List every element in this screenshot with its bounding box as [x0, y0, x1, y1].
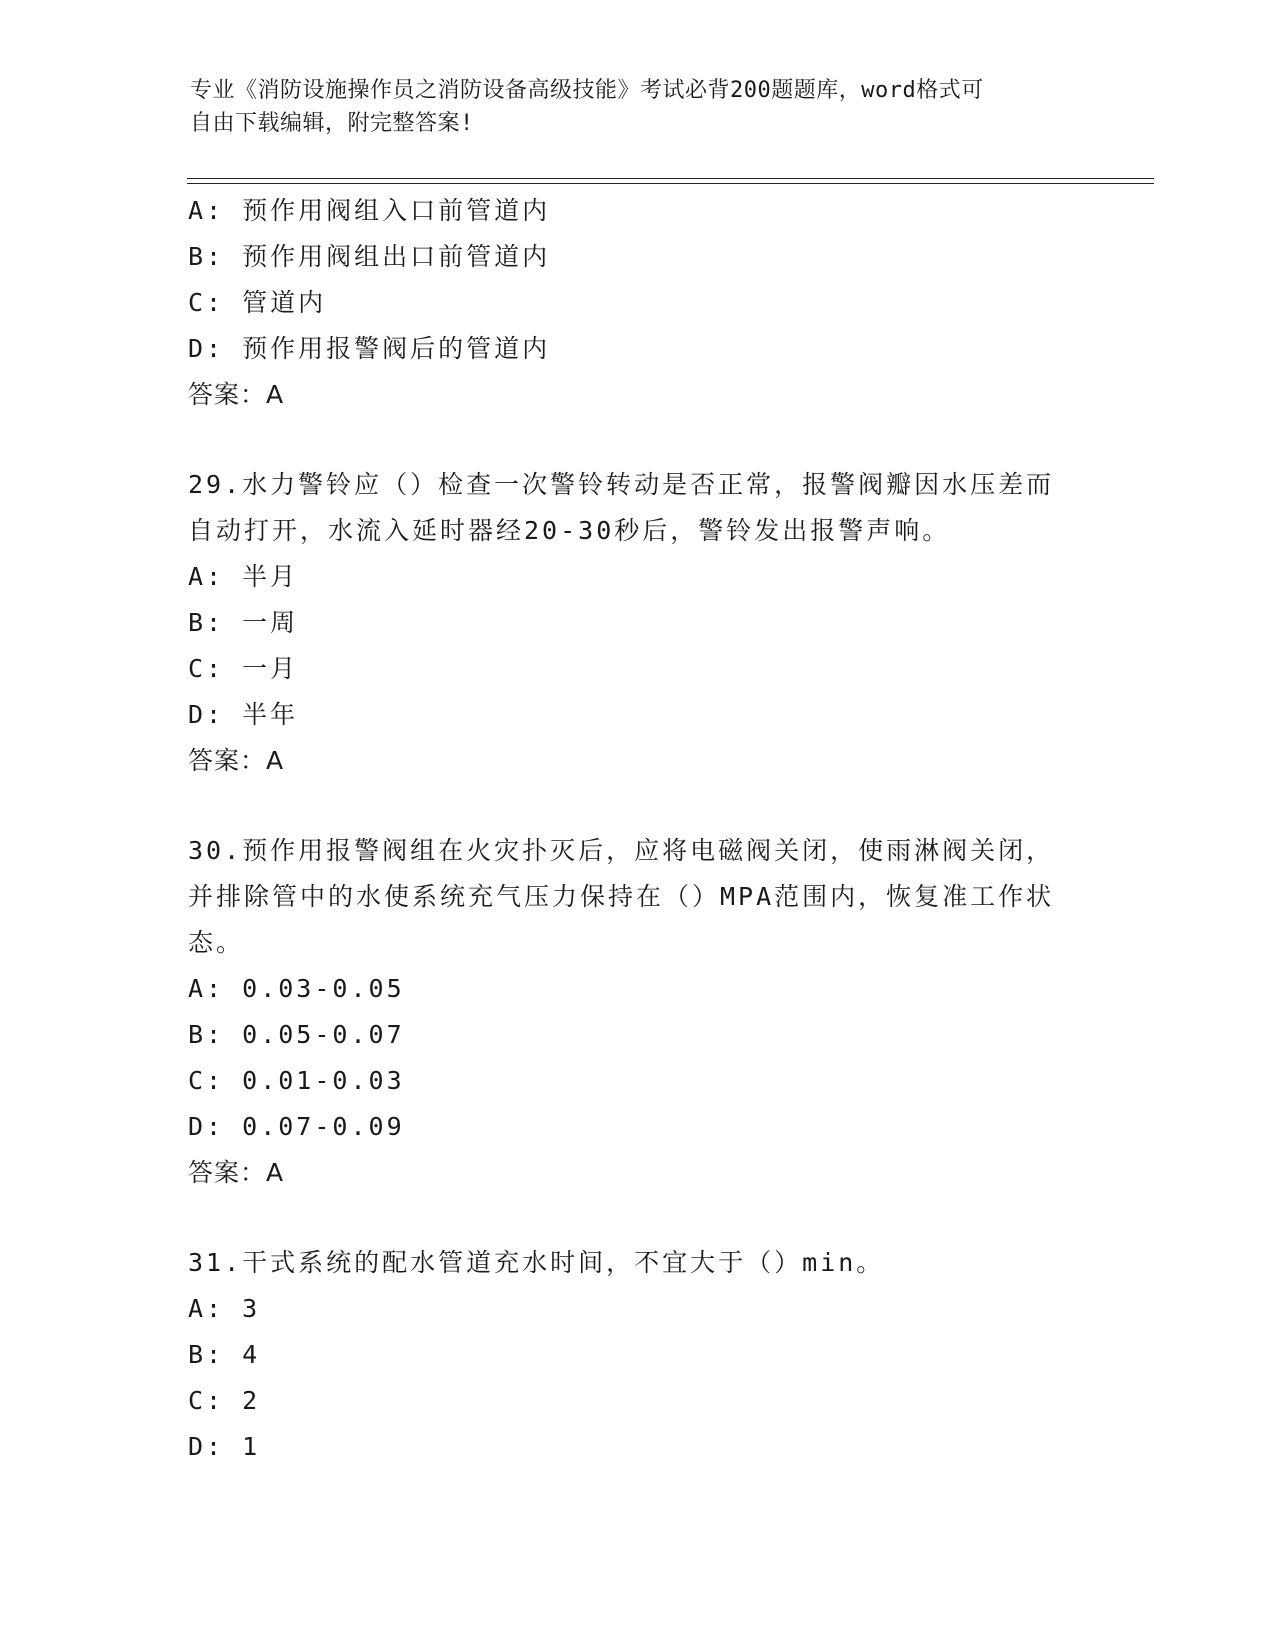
question-block-30: [188, 828, 1088, 1196]
option-d: D: 1: [188, 1432, 261, 1461]
option-d: D: 0.07-0.09: [188, 1112, 405, 1141]
option-b: B: 0.05-0.07: [188, 1020, 405, 1049]
question-gap: [188, 418, 1088, 462]
header-rule-top: [187, 178, 1154, 179]
option-b: B: 4: [188, 1340, 261, 1369]
document-header: [190, 74, 1090, 140]
question-stem-line: 30.预作用报警阀组在火灾扑灭后，应将电磁阀关闭，使雨淋阀关闭，: [188, 836, 1055, 865]
question-stem-line: 并排除管中的水使系统充气压力保持在（）MPA范围内，恢复准工作状: [188, 882, 1055, 911]
option-c: C: 管道内: [188, 288, 327, 317]
answer-line: 答案：A: [188, 380, 285, 409]
question-stem-line: 自动打开，水流入延时器经20-30秒后，警铃发出报警声响。: [188, 516, 951, 545]
answer-line: 答案：A: [188, 746, 285, 775]
header-line-2: 自由下载编辑，附完整答案!: [190, 111, 474, 136]
answer-line: 答案：A: [188, 1158, 285, 1187]
header-line-1: 专业《消防设施操作员之消防设备高级技能》考试必背200题题库，word格式可: [190, 78, 984, 103]
question-block-29: [188, 462, 1088, 784]
option-b: B: 一周: [188, 608, 299, 637]
question-gap: [188, 1196, 1088, 1240]
option-d: D: 半年: [188, 700, 299, 729]
question-stem-line: 29.水力警铃应（）检查一次警铃转动是否正常，报警阀瓣因水压差而: [188, 470, 1055, 499]
option-a: A: 半月: [188, 562, 299, 591]
question-block-28: [188, 188, 1088, 418]
option-a: A: 预作用阀组入口前管道内: [188, 196, 551, 225]
option-c: C: 0.01-0.03: [188, 1066, 405, 1095]
question-stem-line: 态。: [188, 928, 245, 957]
option-c: C: 2: [188, 1386, 261, 1415]
option-d: D: 预作用报警阀后的管道内: [188, 334, 551, 363]
option-a: A: 0.03-0.05: [188, 974, 405, 1003]
question-list: [188, 188, 1088, 1470]
header-rule-bottom: [187, 183, 1154, 184]
question-gap: [188, 784, 1088, 828]
option-c: C: 一月: [188, 654, 299, 683]
option-a: A: 3: [188, 1294, 261, 1323]
question-stem-line: 31.干式系统的配水管道充水时间，不宜大于（）min。: [188, 1248, 885, 1277]
question-block-31: [188, 1240, 1088, 1470]
option-b: B: 预作用阀组出口前管道内: [188, 242, 551, 271]
